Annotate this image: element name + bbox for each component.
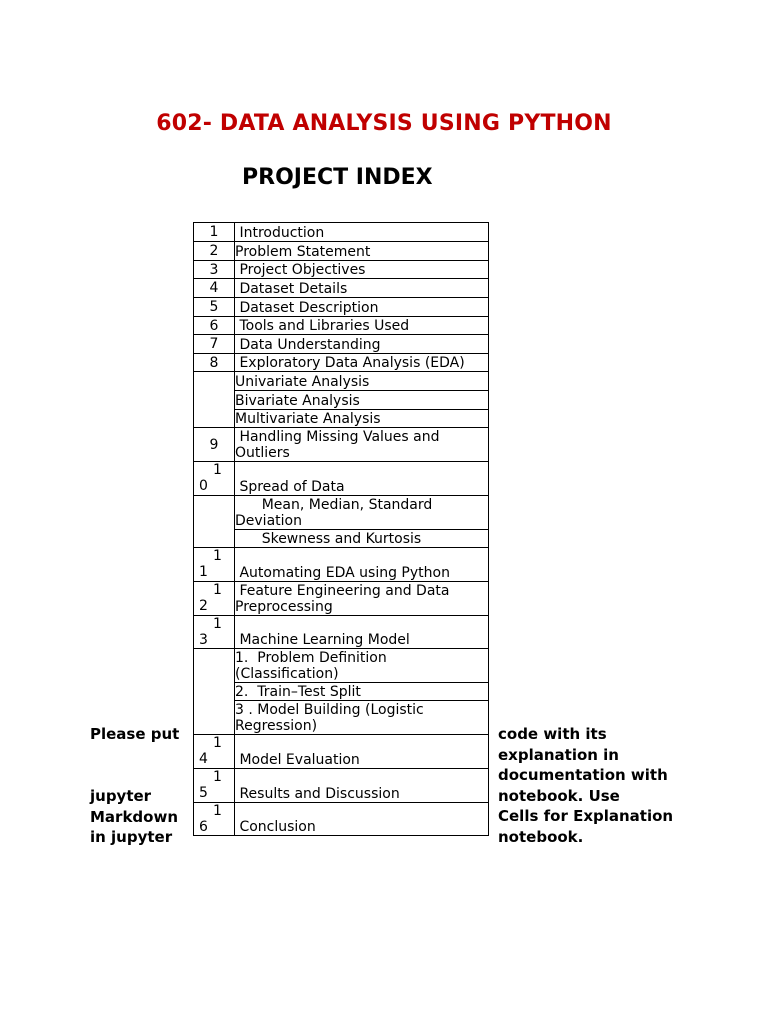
row-number-digit: 5 xyxy=(199,785,208,801)
row-number: 9 xyxy=(194,428,235,462)
row-number xyxy=(194,548,235,582)
row-number xyxy=(194,462,235,496)
row-text: Bivariate Analysis xyxy=(235,391,489,410)
row-text: Feature Engineering and Data Preprocessing xyxy=(235,582,489,616)
row-text: Skewness and Kurtosis xyxy=(235,530,489,548)
row-number-empty xyxy=(194,649,235,735)
row-number-digit: 1 xyxy=(199,564,208,580)
row-number-digit: 1 xyxy=(213,735,222,751)
row-number-empty xyxy=(194,496,235,548)
row-number: 5 xyxy=(194,298,235,317)
row-number-digit: 6 xyxy=(199,819,208,835)
row-text: 2. Train–Test Split xyxy=(235,683,489,701)
row-text: Model Evaluation xyxy=(235,735,489,769)
row-text: Problem Statement xyxy=(235,242,489,261)
row-text: Exploratory Data Analysis (EDA) xyxy=(235,354,489,372)
row-number-digit: 4 xyxy=(199,751,208,767)
side-note-left-top: Please put xyxy=(90,725,180,743)
row-number: 6 xyxy=(194,317,235,335)
table-row xyxy=(194,354,489,372)
row-text: Machine Learning Model xyxy=(235,616,489,649)
side-note-right: code with its explanation in documentation with notebook. Use Cells for Explanation notebook. xyxy=(498,725,674,846)
row-text: Univariate Analysis xyxy=(235,372,489,391)
table-row xyxy=(194,735,489,769)
table-row xyxy=(194,242,489,261)
row-number-digit: 1 xyxy=(213,616,222,632)
row-text: Multivariate Analysis xyxy=(235,410,489,428)
table-row xyxy=(194,298,489,317)
row-number xyxy=(194,582,235,616)
table-row xyxy=(194,372,489,391)
table-row xyxy=(194,317,489,335)
row-text: Dataset Details xyxy=(235,279,489,298)
table-row xyxy=(194,428,489,462)
table-row xyxy=(194,279,489,298)
table-row xyxy=(194,649,489,683)
row-text: Introduction xyxy=(235,223,489,242)
row-number: 1 xyxy=(194,223,235,242)
row-text: Project Objectives xyxy=(235,261,489,279)
document-subtitle: PROJECT INDEX xyxy=(242,165,433,190)
table-row xyxy=(194,683,489,701)
table-row xyxy=(194,261,489,279)
row-text: Dataset Description xyxy=(235,298,489,317)
row-number: 4 xyxy=(194,279,235,298)
row-number-digit: 0 xyxy=(199,478,208,494)
table-row xyxy=(194,701,489,735)
table-row xyxy=(194,391,489,410)
row-text: Tools and Libraries Used xyxy=(235,317,489,335)
row-number-digit: 2 xyxy=(199,598,208,614)
document-title: 602- DATA ANALYSIS USING PYTHON xyxy=(156,111,612,136)
table-row xyxy=(194,582,489,616)
row-number: 3 xyxy=(194,261,235,279)
table-row xyxy=(194,548,489,582)
table-row xyxy=(194,223,489,242)
table-row xyxy=(194,769,489,803)
row-number-digit: 1 xyxy=(213,769,222,785)
row-number-digit: 1 xyxy=(213,803,222,819)
row-number xyxy=(194,735,235,769)
row-number: 7 xyxy=(194,335,235,354)
row-text: 1. Problem Definition (Classification) xyxy=(235,649,489,683)
row-number: 8 xyxy=(194,354,235,372)
row-number-digit: 3 xyxy=(199,632,208,648)
row-number-digit: 1 xyxy=(213,462,222,478)
table-row xyxy=(194,530,489,548)
row-number-digit: 1 xyxy=(213,548,222,564)
row-text: 3 . Model Building (Logistic Regression) xyxy=(235,701,489,735)
row-text: Results and Discussion xyxy=(235,769,489,803)
row-number xyxy=(194,769,235,803)
table-row xyxy=(194,803,489,836)
project-index-table xyxy=(193,222,489,836)
side-note-left-bottom: jupyter Markdown in jupyter xyxy=(90,787,179,847)
row-text: Handling Missing Values and Outliers xyxy=(235,428,489,462)
row-number: 2 xyxy=(194,242,235,261)
row-number-digit: 1 xyxy=(213,582,222,598)
row-number xyxy=(194,803,235,836)
table-row xyxy=(194,462,489,496)
row-text: Conclusion xyxy=(235,803,489,836)
table-row xyxy=(194,616,489,649)
row-text: Automating EDA using Python xyxy=(235,548,489,582)
table-row xyxy=(194,335,489,354)
table-row xyxy=(194,496,489,530)
row-text: Mean, Median, Standard Deviation xyxy=(235,496,489,530)
row-text: Data Understanding xyxy=(235,335,489,354)
row-number xyxy=(194,616,235,649)
row-text: Spread of Data xyxy=(235,462,489,496)
row-number-empty xyxy=(194,372,235,428)
table-row xyxy=(194,410,489,428)
